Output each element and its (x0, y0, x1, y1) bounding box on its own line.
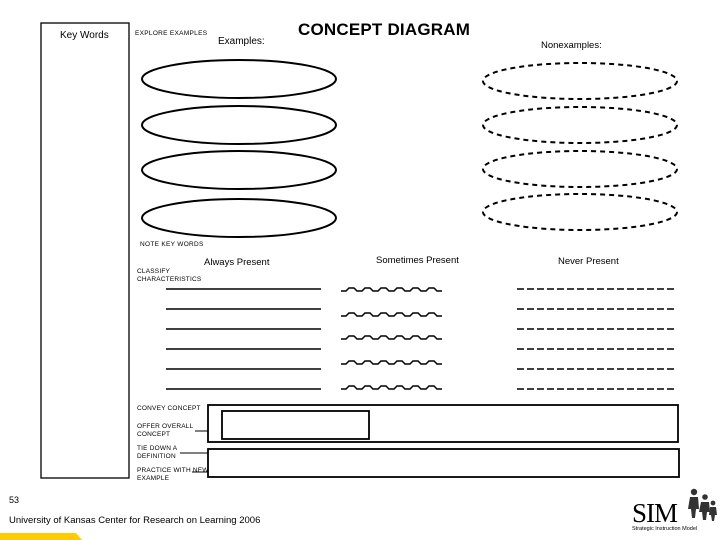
tie-down-definition-label: TIE DOWN A DEFINITION (137, 445, 177, 460)
examples-label: Examples: (218, 36, 265, 47)
never-present-label: Never Present (558, 256, 619, 267)
sim-logo: SIM (632, 498, 678, 528)
sometimes-present-line (341, 361, 442, 364)
overall-concept-box (222, 411, 369, 439)
sometimes-present-line (341, 288, 442, 291)
always-present-label: Always Present (204, 257, 270, 268)
definition-box (208, 449, 679, 477)
explore-examples-label: EXPLORE EXAMPLES (135, 30, 208, 37)
example-oval (142, 151, 336, 189)
practice-new-example-label: PRACTICE WITH NEW EXAMPLE (137, 467, 209, 482)
offer-overall-concept-label: OFFER OVERALL CONCEPT (137, 423, 194, 438)
example-oval (142, 60, 336, 98)
sim-tagline: Strategic Instruction Model (632, 526, 698, 532)
nonexample-oval (483, 194, 677, 230)
page-number: 53 (9, 495, 20, 505)
nonexample-oval (483, 63, 677, 99)
sometimes-present-line (341, 386, 442, 389)
key-words-box (41, 23, 129, 478)
example-oval (142, 106, 336, 144)
sometimes-present-label: Sometimes Present (376, 255, 459, 266)
sometimes-present-line (341, 336, 442, 339)
footer-credit: University of Kansas Center for Research on Learning 2006 (9, 515, 261, 526)
nonexamples-label: Nonexamples: (541, 40, 602, 51)
convey-concept-label: CONVEY CONCEPT (137, 405, 201, 412)
people-figures-icon (688, 489, 717, 521)
accent-stripe (0, 533, 82, 540)
nonexample-oval (483, 151, 677, 187)
nonexample-oval (483, 107, 677, 143)
example-oval (142, 199, 336, 237)
sometimes-present-line (341, 313, 442, 316)
page-title: CONCEPT DIAGRAM (298, 20, 471, 39)
key-words-label: Key Words (60, 30, 109, 41)
classify-characteristics-label: CLASSIFY CHARACTERISTICS (137, 268, 202, 283)
note-key-words-label: NOTE KEY WORDS (140, 241, 204, 248)
